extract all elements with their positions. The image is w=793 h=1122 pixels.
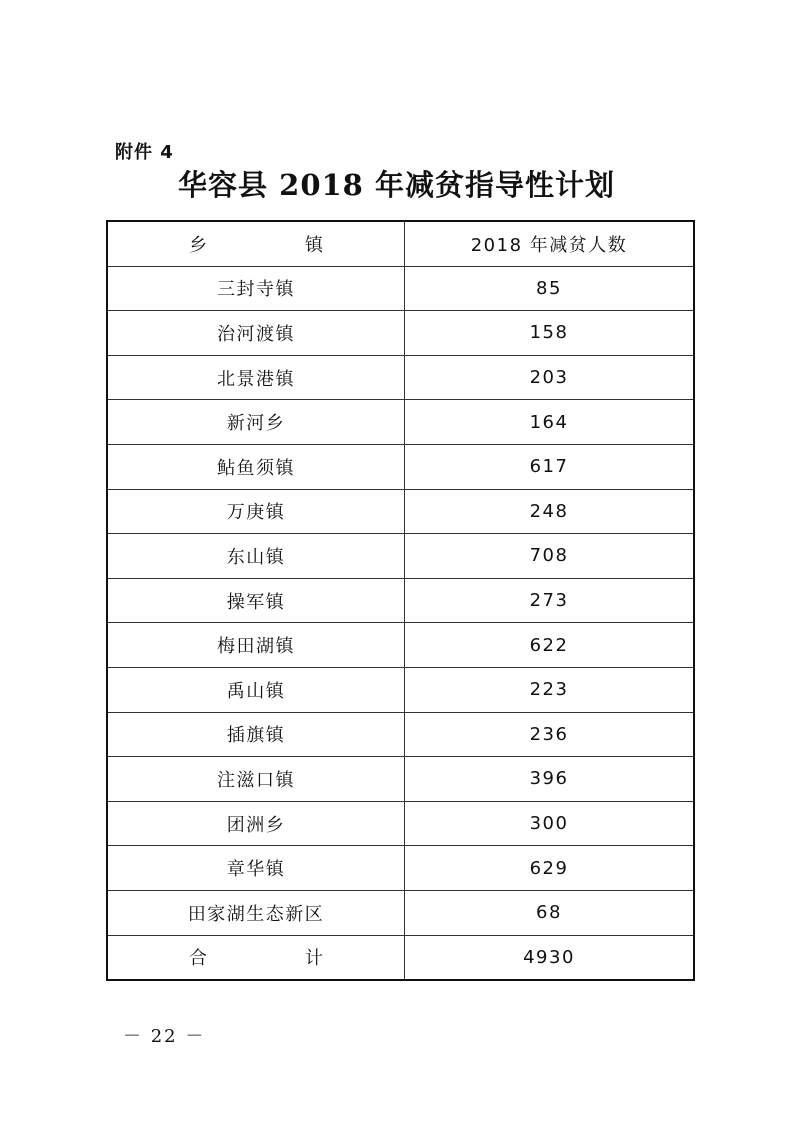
reduction-plan-table [106, 220, 695, 981]
town-cell: 操军镇 [107, 578, 405, 623]
town-cell: 鲇鱼须镇 [107, 444, 405, 489]
table-row [107, 489, 694, 534]
town-cell: 治河渡镇 [107, 311, 405, 356]
table-row [107, 712, 694, 757]
town-cell: 北景港镇 [107, 355, 405, 400]
table-row [107, 444, 694, 489]
table-row [107, 623, 694, 668]
table-row [107, 801, 694, 846]
count-cell: 629 [405, 846, 695, 891]
town-cell: 新河乡 [107, 400, 405, 445]
table-row [107, 311, 694, 356]
table-header-row [107, 221, 694, 266]
header-count: 2018 年减贫人数 [405, 221, 695, 266]
count-cell: 68 [405, 890, 695, 935]
table-row [107, 534, 694, 579]
count-cell: 622 [405, 623, 695, 668]
reduction-plan-table-container [106, 220, 692, 981]
total-label-cell [107, 935, 405, 980]
town-cell: 东山镇 [107, 534, 405, 579]
town-cell: 田家湖生态新区 [107, 890, 405, 935]
count-cell: 396 [405, 757, 695, 802]
table-row [107, 667, 694, 712]
table-row [107, 757, 694, 802]
header-town-label: 乡 镇 [189, 234, 363, 256]
count-cell: 248 [405, 489, 695, 534]
attachment-label: 附件 4 [115, 142, 174, 163]
table-row [107, 890, 694, 935]
count-cell: 617 [405, 444, 695, 489]
town-cell: 梅田湖镇 [107, 623, 405, 668]
document-title: 华容县 2018 年减贫指导性计划 [178, 168, 615, 202]
total-label: 合 计 [189, 948, 363, 970]
total-count-cell: 4930 [405, 935, 695, 980]
town-cell: 禹山镇 [107, 667, 405, 712]
header-town [107, 221, 405, 266]
town-cell: 团洲乡 [107, 801, 405, 846]
table-row [107, 846, 694, 891]
town-cell: 插旗镇 [107, 712, 405, 757]
count-cell: 273 [405, 578, 695, 623]
town-cell: 章华镇 [107, 846, 405, 891]
table-row [107, 266, 694, 311]
table-body [107, 221, 694, 980]
count-cell: 164 [405, 400, 695, 445]
count-cell: 708 [405, 534, 695, 579]
table-row [107, 355, 694, 400]
town-cell: 注滋口镇 [107, 757, 405, 802]
town-cell: 三封寺镇 [107, 266, 405, 311]
total-row [107, 935, 694, 980]
table-row [107, 400, 694, 445]
count-cell: 300 [405, 801, 695, 846]
count-cell: 203 [405, 355, 695, 400]
count-cell: 223 [405, 667, 695, 712]
count-cell: 158 [405, 311, 695, 356]
page-number: － 22 － [123, 1026, 206, 1047]
count-cell: 236 [405, 712, 695, 757]
table-row [107, 578, 694, 623]
town-cell: 万庚镇 [107, 489, 405, 534]
count-cell: 85 [405, 266, 695, 311]
